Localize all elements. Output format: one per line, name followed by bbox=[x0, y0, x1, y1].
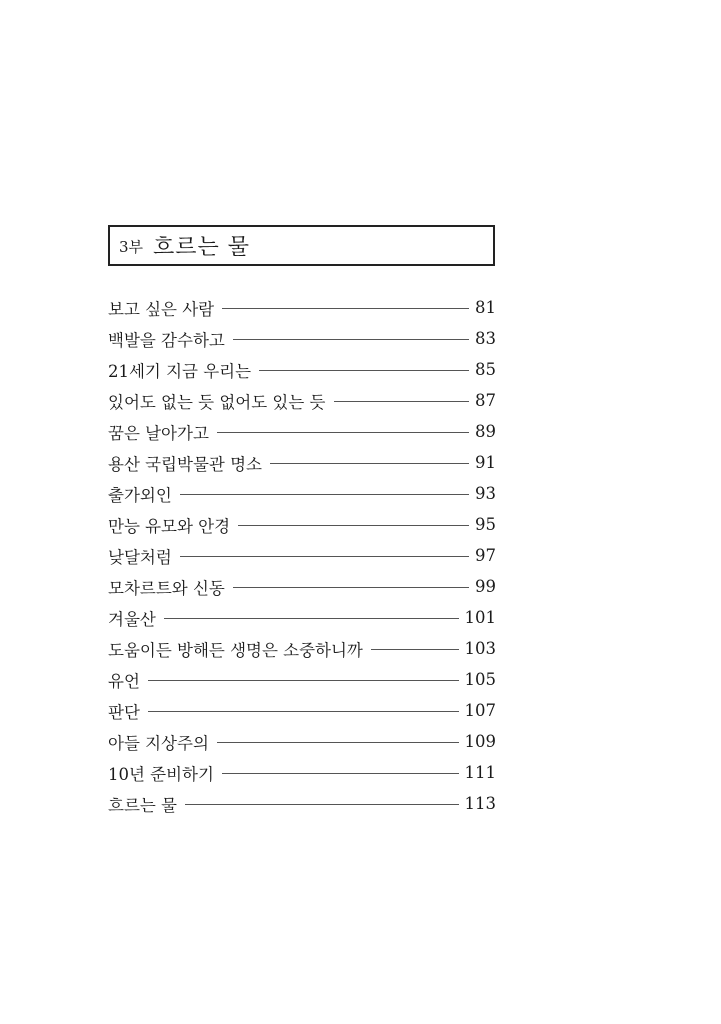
toc-entry[interactable] bbox=[108, 602, 496, 633]
toc-entry-page: 113 bbox=[464, 794, 496, 813]
toc-entry-title: 보고 싶은 사람 bbox=[108, 299, 215, 319]
toc-entry-page: 109 bbox=[464, 732, 496, 751]
toc-entry-page: 103 bbox=[464, 639, 496, 658]
toc-leader-line bbox=[217, 432, 469, 433]
toc-entry[interactable] bbox=[108, 540, 496, 571]
toc-entry-page: 89 bbox=[475, 422, 496, 441]
toc-entry-page: 93 bbox=[475, 484, 496, 503]
toc-leader-line bbox=[222, 773, 459, 774]
toc-entry[interactable] bbox=[108, 726, 496, 757]
toc-entry-page: 111 bbox=[464, 763, 496, 782]
toc-entry-title: 모차르트와 신동 bbox=[108, 578, 225, 598]
toc-entry-page: 81 bbox=[475, 298, 496, 317]
toc-entry[interactable] bbox=[108, 695, 496, 726]
toc-entry[interactable] bbox=[108, 788, 496, 819]
toc-leader-line bbox=[148, 680, 459, 681]
part-number: 3부 bbox=[119, 238, 144, 256]
toc-entry-page: 85 bbox=[475, 360, 496, 379]
toc-entry[interactable] bbox=[108, 664, 496, 695]
toc-entry[interactable] bbox=[108, 354, 496, 385]
toc-leader-line bbox=[180, 494, 469, 495]
toc-leader-line bbox=[270, 463, 469, 464]
toc-leader-line bbox=[148, 711, 459, 712]
toc-entry-page: 95 bbox=[475, 515, 496, 534]
toc-entry[interactable] bbox=[108, 292, 496, 323]
toc-entry-title: 21세기 지금 우리는 bbox=[108, 361, 252, 381]
toc-leader-line bbox=[371, 649, 459, 650]
table-of-contents bbox=[108, 292, 496, 819]
toc-entry-page: 107 bbox=[464, 701, 496, 720]
toc-entry-title: 백발을 감수하고 bbox=[108, 330, 225, 350]
toc-entry-page: 99 bbox=[475, 577, 496, 596]
toc-entry-title: 꿈은 날아가고 bbox=[108, 423, 209, 443]
part-header-box bbox=[108, 225, 495, 266]
toc-entry-title: 만능 유모와 안경 bbox=[108, 516, 231, 536]
toc-entry-title: 10년 준비하기 bbox=[108, 764, 214, 784]
toc-entry[interactable] bbox=[108, 323, 496, 354]
toc-entry-title: 출가외인 bbox=[108, 485, 172, 505]
toc-leader-line bbox=[259, 370, 469, 371]
toc-entry-title: 도움이든 방해든 생명은 소중하니까 bbox=[108, 640, 363, 660]
toc-entry-title: 아들 지상주의 bbox=[108, 733, 209, 753]
toc-leader-line bbox=[238, 525, 469, 526]
toc-entry-title: 용산 국립박물관 명소 bbox=[108, 454, 262, 474]
toc-entry[interactable] bbox=[108, 447, 496, 478]
toc-entry-title: 있어도 없는 듯 없어도 있는 듯 bbox=[108, 392, 326, 412]
toc-leader-line bbox=[334, 401, 470, 402]
toc-leader-line bbox=[164, 618, 459, 619]
toc-entry-title: 흐르는 물 bbox=[108, 795, 178, 815]
toc-entry-page: 97 bbox=[475, 546, 496, 565]
toc-entry[interactable] bbox=[108, 757, 496, 788]
toc-leader-line bbox=[233, 587, 469, 588]
toc-leader-line bbox=[233, 339, 469, 340]
toc-entry[interactable] bbox=[108, 633, 496, 664]
toc-entry[interactable] bbox=[108, 571, 496, 602]
toc-entry-page: 87 bbox=[475, 391, 496, 410]
part-title: 흐르는 물 bbox=[153, 235, 251, 260]
toc-entry[interactable] bbox=[108, 385, 496, 416]
toc-leader-line bbox=[180, 556, 469, 557]
toc-entry[interactable] bbox=[108, 416, 496, 447]
toc-entry-page: 91 bbox=[475, 453, 496, 472]
toc-leader-line bbox=[217, 742, 459, 743]
toc-entry-page: 101 bbox=[464, 608, 496, 627]
toc-entry-page: 105 bbox=[464, 670, 496, 689]
toc-entry-title: 판단 bbox=[108, 702, 140, 722]
toc-entry-page: 83 bbox=[475, 329, 496, 348]
toc-entry-title: 유언 bbox=[108, 671, 140, 691]
toc-entry-title: 낮달처럼 bbox=[108, 547, 172, 567]
toc-entry-title: 겨울산 bbox=[108, 609, 156, 629]
toc-entry[interactable] bbox=[108, 509, 496, 540]
toc-leader-line bbox=[222, 308, 469, 309]
toc-entry[interactable] bbox=[108, 478, 496, 509]
toc-leader-line bbox=[185, 804, 458, 805]
